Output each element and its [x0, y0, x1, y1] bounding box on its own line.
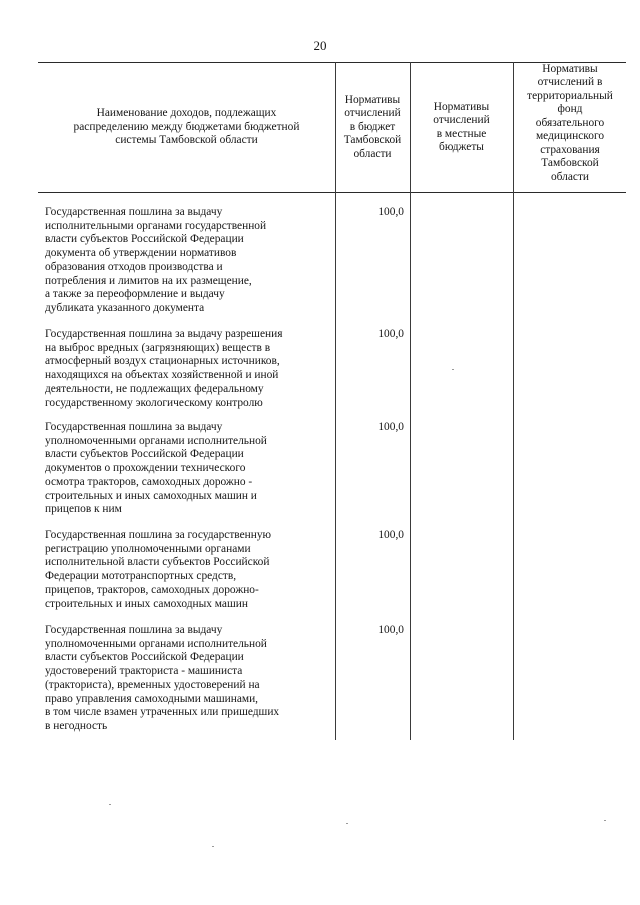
scan-speck: [604, 820, 606, 821]
page-number: 20: [313, 38, 327, 53]
table-row-4-regional: 100,0: [378, 529, 404, 541]
table-row-3-name: Государственная пошлина за выдачу уполномоченными органами исполнительной власти субъектов Российской Федерации документов о прохождении технического осмотра тракторов, самоходных дорожно - строительных и иных самоходных машин и прицепов к ним: [45, 421, 267, 516]
header-medical-fund: [514, 56, 626, 191]
scan-speck: [212, 846, 214, 847]
header-income-name-text: Наименование доходов, подлежащих распределению между бюджетами бюджетной системы Тамбовской области: [73, 107, 300, 147]
header-regional-budget: [336, 64, 409, 191]
table-row-5-regional: 100,0: [378, 624, 404, 636]
table-row-2-name: Государственная пошлина за выдачу разрешения на выброс вредных (загрязняющих) веществ в атмосферный воздух стационарных источников, находящихся на объектах хозяйственной и иной деятельности, не подлежащих федеральному государственному экологическому контролю: [45, 328, 283, 409]
table-row-4-name: Государственная пошлина за государственную регистрацию уполномоченными органами исполнительной власти субъектов Российской Федерации мототранспортных средств, прицепов, тракторов, самоходных дорожно- строительных и иных самоходных машин: [45, 529, 272, 610]
header-income-name: [40, 64, 333, 191]
scan-speck: [109, 804, 111, 805]
table-row-5-name: Государственная пошлина за выдачу уполномоченными органами исполнительной власти субъектов Российской Федерации удостоверений тракториста - машиниста (тракториста), временных удостоверений на право управления самоходными машинами, в том числе взамен утраченных или пришедших в негодность: [45, 624, 280, 732]
header-medical-fund-text: Нормативы отчислений в территориальный фонд обязательного медицинского страхования Тамбовской области: [527, 62, 613, 183]
table-row-1-name: Государственная пошлина за выдачу исполнительными органами государственной власти субъектов Российской Федерации документа об утверждении нормативов образования отходов производства и потребления и лимитов на их размещение, а также за переоформление и выдачу дубликата указанного документа: [45, 206, 267, 314]
header-local-budgets-text: Нормативы отчислений в местные бюджеты: [433, 100, 490, 153]
table-row-2-regional: 100,0: [378, 328, 404, 340]
scan-speck: [452, 369, 454, 370]
table-row-1-regional: 100,0: [378, 206, 404, 218]
scan-speck: [346, 823, 348, 824]
header-bottom-rule: [38, 192, 626, 193]
header-regional-budget-text: Нормативы отчислений в бюджет Тамбовской области: [343, 93, 402, 160]
table-row-3-regional: 100,0: [378, 421, 404, 433]
header-local-budgets: [411, 64, 512, 191]
